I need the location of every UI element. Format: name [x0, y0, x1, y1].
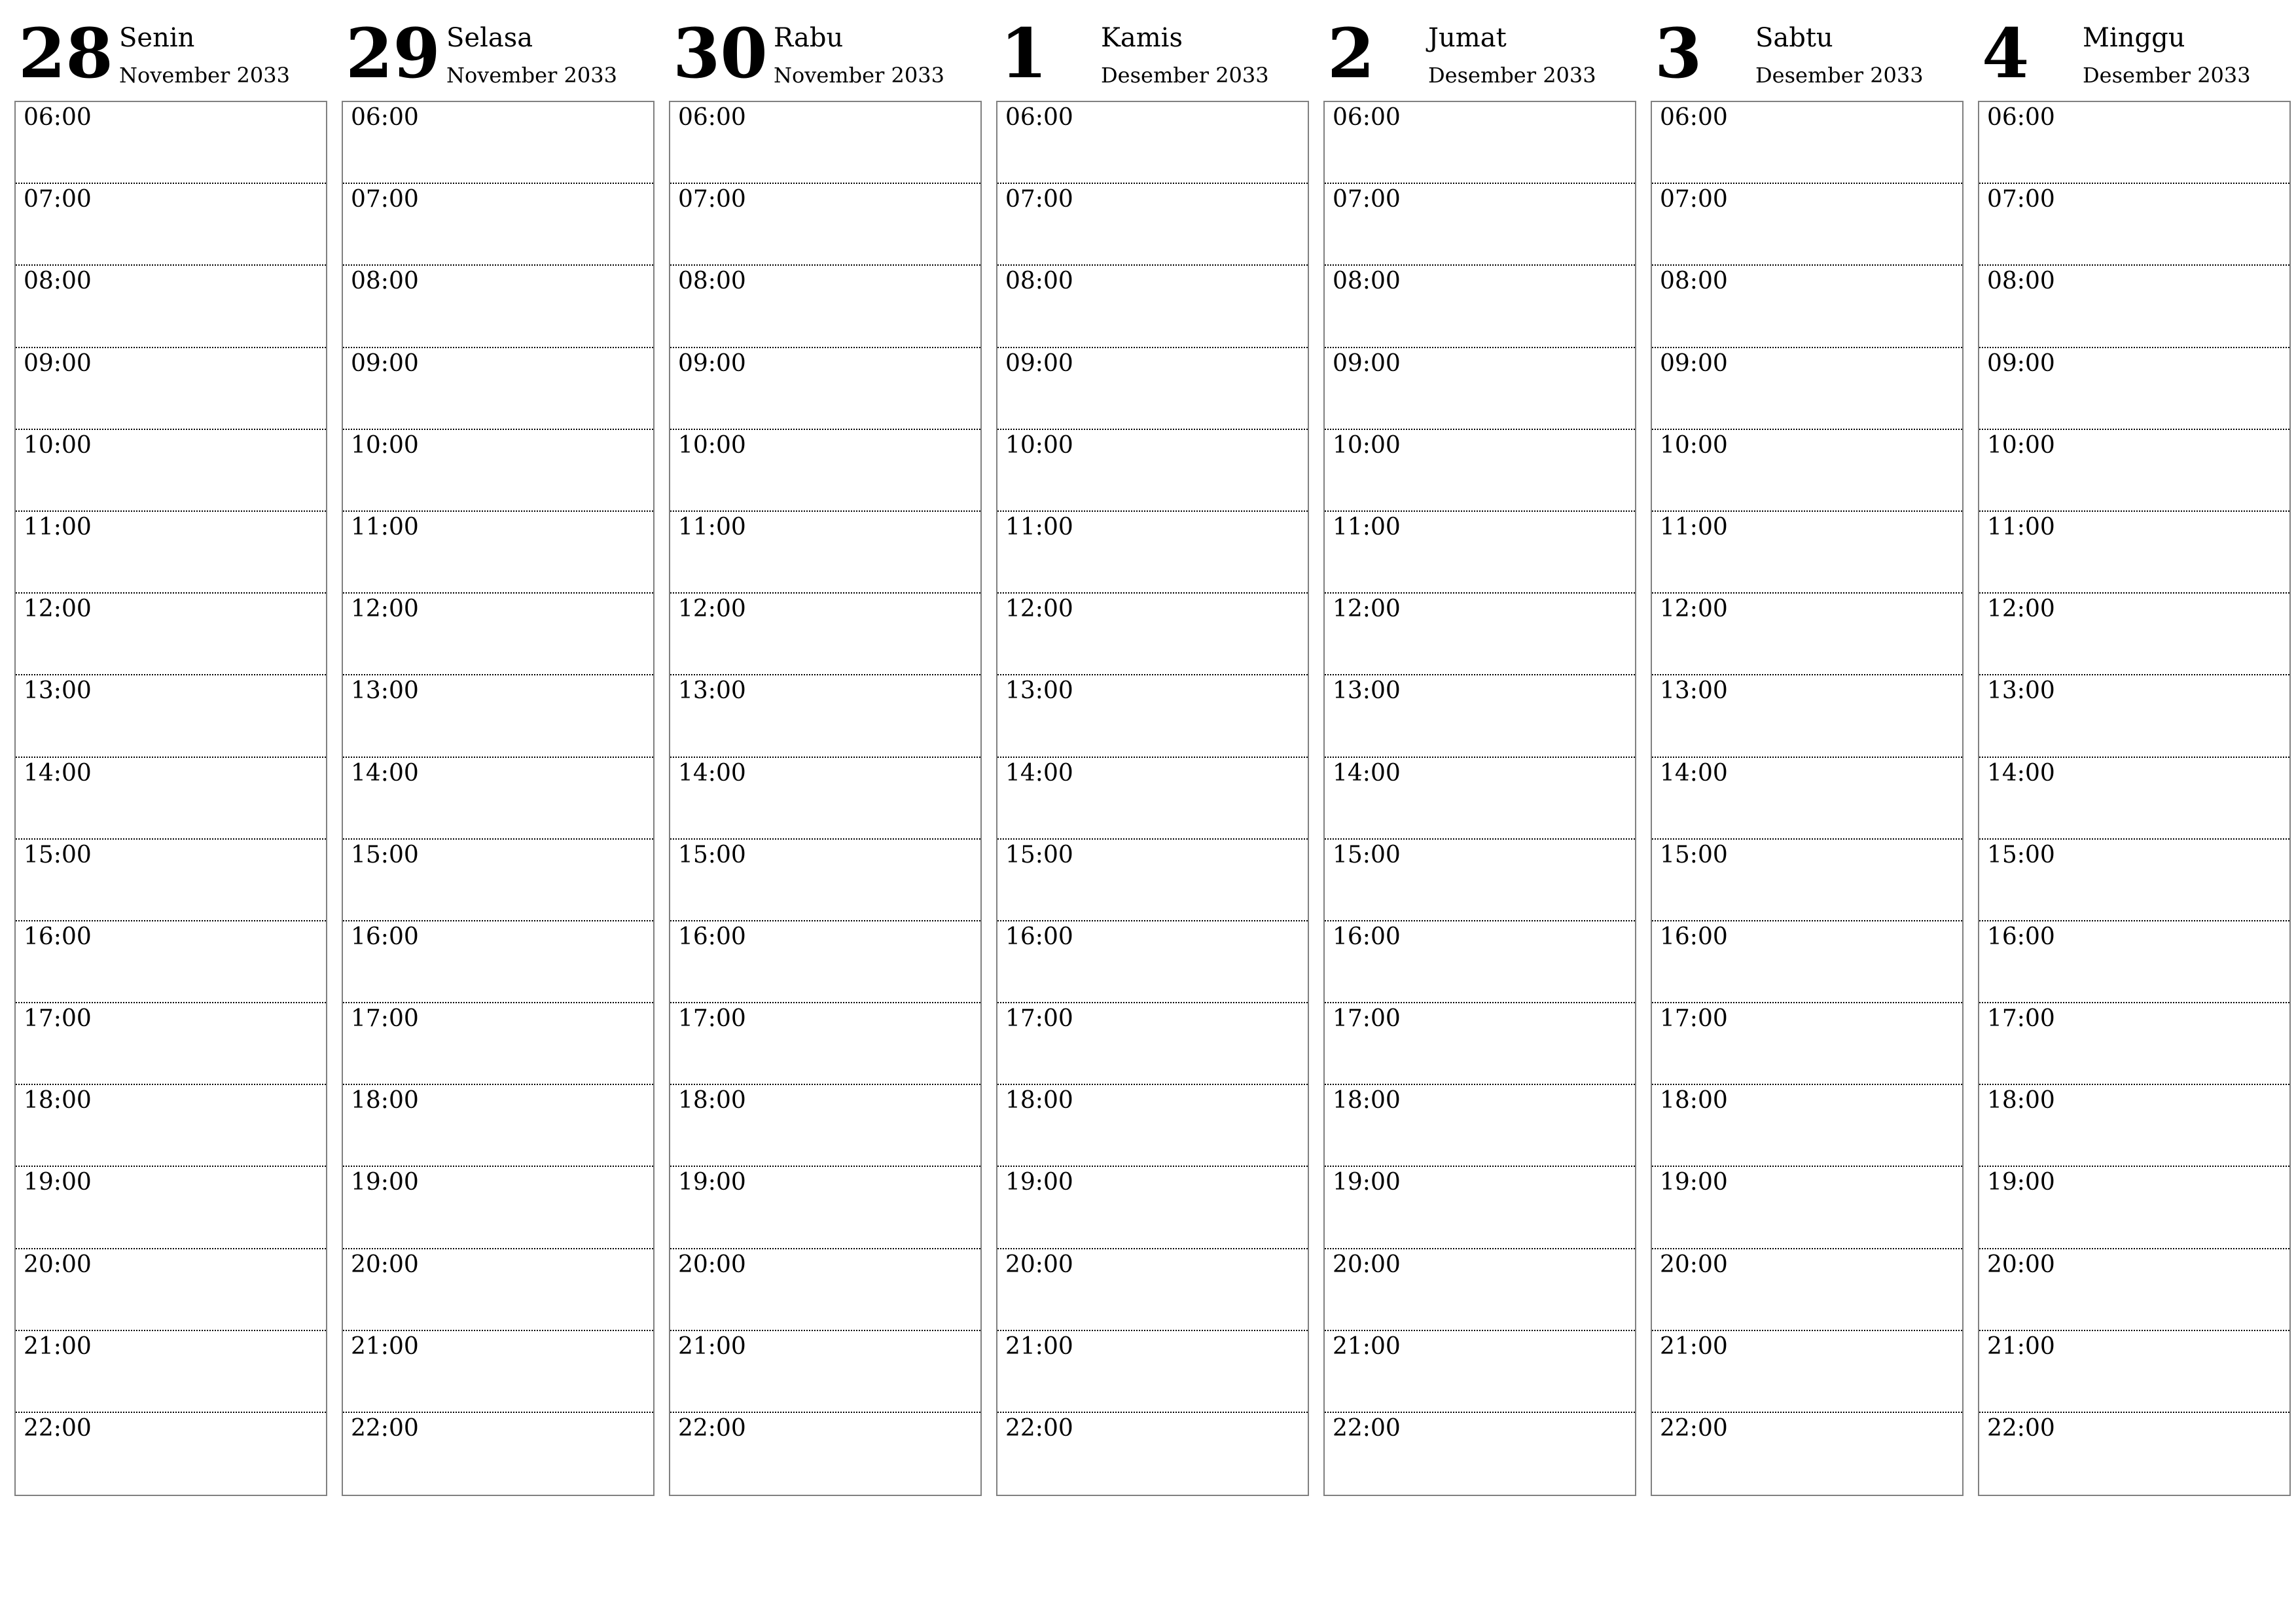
time-slot-label: 19:00	[351, 1169, 419, 1196]
time-slot[interactable]	[670, 184, 980, 266]
time-slot-label: 20:00	[351, 1251, 419, 1278]
time-slot-label: 14:00	[1005, 759, 1073, 787]
day-number: 2	[1327, 13, 1375, 94]
time-slot[interactable]	[1979, 512, 2289, 594]
time-slot-label: 18:00	[1660, 1087, 1728, 1115]
time-slot[interactable]	[997, 594, 1308, 675]
time-slot[interactable]	[670, 102, 980, 184]
time-slot-label: 16:00	[1660, 923, 1728, 950]
time-slot-label: 15:00	[1987, 841, 2055, 868]
day-month: Desember 2033	[2083, 63, 2251, 88]
day-number: 28	[18, 13, 113, 94]
time-slot[interactable]	[16, 1331, 326, 1413]
time-slot-label: 11:00	[1333, 513, 1401, 541]
time-slot-label: 22:00	[678, 1415, 746, 1442]
time-slot-label: 11:00	[1660, 513, 1728, 541]
weekly-planner	[14, 13, 2291, 1442]
time-slot[interactable]	[1652, 102, 1962, 184]
time-slot-label: 22:00	[1660, 1415, 1728, 1442]
time-slot-label: 14:00	[24, 759, 92, 787]
time-slot[interactable]	[343, 184, 653, 266]
time-slot[interactable]	[1979, 840, 2289, 921]
time-slot-label: 15:00	[1660, 841, 1728, 868]
time-slot[interactable]	[670, 594, 980, 675]
time-slot[interactable]	[16, 840, 326, 921]
time-slot-label: 07:00	[1005, 186, 1073, 213]
day-schedule-box	[1323, 101, 1636, 1496]
time-slot-label: 10:00	[351, 431, 419, 459]
day-schedule-box	[342, 101, 655, 1496]
day-column	[1978, 13, 2291, 1442]
time-slot-label: 08:00	[24, 268, 92, 295]
time-slot-label: 10:00	[1333, 431, 1401, 459]
time-slot[interactable]	[16, 1249, 326, 1331]
time-slot-label: 13:00	[678, 677, 746, 705]
day-number: 1	[1000, 13, 1048, 94]
time-slot-label: 08:00	[678, 268, 746, 295]
time-slot[interactable]	[1325, 675, 1635, 757]
day-header	[14, 13, 327, 99]
time-slot[interactable]	[343, 1167, 653, 1249]
time-slot-label: 20:00	[1005, 1251, 1073, 1278]
time-slot-label: 06:00	[1333, 104, 1401, 131]
time-slot[interactable]	[1652, 1413, 1962, 1495]
time-slot-label: 20:00	[24, 1251, 92, 1278]
time-slot[interactable]	[1979, 430, 2289, 512]
time-slot[interactable]	[1979, 266, 2289, 348]
time-slot[interactable]	[343, 1413, 653, 1495]
time-slot[interactable]	[343, 1085, 653, 1167]
time-slot[interactable]	[997, 758, 1308, 840]
time-slot-label: 21:00	[24, 1332, 92, 1360]
time-slot[interactable]	[1979, 1331, 2289, 1413]
time-slot[interactable]	[343, 1249, 653, 1331]
time-slot-label: 08:00	[351, 268, 419, 295]
time-slot-label: 07:00	[1660, 186, 1728, 213]
time-slot-label: 12:00	[24, 596, 92, 623]
time-slot[interactable]	[343, 102, 653, 184]
time-slot-label: 08:00	[1660, 268, 1728, 295]
day-column	[1651, 13, 1964, 1442]
time-slot[interactable]	[997, 430, 1308, 512]
time-slot[interactable]	[16, 1003, 326, 1085]
time-slot-label: 20:00	[1660, 1251, 1728, 1278]
time-slot-label: 13:00	[24, 677, 92, 705]
time-slot-label: 11:00	[678, 513, 746, 541]
time-slot-label: 18:00	[678, 1087, 746, 1115]
time-slot-label: 14:00	[351, 759, 419, 787]
day-header	[996, 13, 1309, 99]
time-slot-label: 20:00	[1987, 1251, 2055, 1278]
time-slot[interactable]	[670, 1167, 980, 1249]
time-slot[interactable]	[997, 512, 1308, 594]
time-slot[interactable]	[670, 1331, 980, 1413]
time-slot-label: 19:00	[1005, 1169, 1073, 1196]
day-header	[1978, 13, 2291, 99]
time-slot-label: 16:00	[24, 923, 92, 950]
time-slot-label: 14:00	[1333, 759, 1401, 787]
day-schedule-box	[669, 101, 982, 1496]
time-slot-label: 09:00	[351, 349, 419, 377]
day-month: Desember 2033	[1755, 63, 1924, 88]
time-slot[interactable]	[670, 758, 980, 840]
time-slot-label: 08:00	[1987, 268, 2055, 295]
time-slot[interactable]	[1652, 348, 1962, 430]
time-slot[interactable]	[1325, 102, 1635, 184]
time-slot[interactable]	[1652, 1085, 1962, 1167]
time-slot-label: 15:00	[678, 841, 746, 868]
time-slot[interactable]	[343, 675, 653, 757]
time-slot-label: 17:00	[1005, 1005, 1073, 1033]
time-slot-label: 12:00	[678, 596, 746, 623]
day-number: 29	[346, 13, 440, 94]
time-slot-label: 16:00	[1333, 923, 1401, 950]
time-slot-label: 08:00	[1333, 268, 1401, 295]
time-slot[interactable]	[997, 1249, 1308, 1331]
time-slot[interactable]	[1979, 184, 2289, 266]
day-name: Kamis	[1101, 23, 1183, 53]
time-slot[interactable]	[1979, 675, 2289, 757]
time-slot-label: 09:00	[1987, 349, 2055, 377]
time-slot-label: 18:00	[1005, 1087, 1073, 1115]
time-slot[interactable]	[997, 1331, 1308, 1413]
day-name: Sabtu	[1755, 23, 1833, 53]
time-slot-label: 14:00	[1660, 759, 1728, 787]
time-slot[interactable]	[1979, 1413, 2289, 1495]
time-slot-label: 16:00	[351, 923, 419, 950]
time-slot-label: 09:00	[1005, 349, 1073, 377]
time-slot[interactable]	[670, 1003, 980, 1085]
time-slot-label: 21:00	[1333, 1332, 1401, 1360]
time-slot[interactable]	[16, 348, 326, 430]
time-slot[interactable]	[343, 512, 653, 594]
time-slot[interactable]	[1652, 1167, 1962, 1249]
time-slot-label: 15:00	[351, 841, 419, 868]
time-slot[interactable]	[343, 266, 653, 348]
time-slot[interactable]	[1325, 1167, 1635, 1249]
day-schedule-box	[1978, 101, 2291, 1496]
time-slot-label: 17:00	[1333, 1005, 1401, 1033]
time-slot[interactable]	[16, 758, 326, 840]
day-number: 4	[1982, 13, 2030, 94]
day-number: 30	[673, 13, 768, 94]
time-slot[interactable]	[1325, 921, 1635, 1003]
time-slot[interactable]	[670, 348, 980, 430]
day-month: Desember 2033	[1428, 63, 1596, 88]
time-slot[interactable]	[1325, 758, 1635, 840]
time-slot[interactable]	[670, 840, 980, 921]
time-slot-label: 15:00	[24, 841, 92, 868]
time-slot-label: 11:00	[24, 513, 92, 541]
time-slot-label: 19:00	[24, 1169, 92, 1196]
time-slot[interactable]	[1325, 1413, 1635, 1495]
time-slot-label: 06:00	[1987, 104, 2055, 131]
day-month: November 2033	[119, 63, 290, 88]
time-slot-label: 09:00	[678, 349, 746, 377]
day-name: Rabu	[774, 23, 844, 53]
time-slot[interactable]	[1979, 921, 2289, 1003]
time-slot[interactable]	[997, 184, 1308, 266]
time-slot[interactable]	[670, 1085, 980, 1167]
time-slot[interactable]	[343, 1003, 653, 1085]
time-slot[interactable]	[1652, 512, 1962, 594]
time-slot-label: 17:00	[351, 1005, 419, 1033]
time-slot-label: 10:00	[1987, 431, 2055, 459]
day-name: Jumat	[1428, 23, 1507, 53]
time-slot[interactable]	[16, 512, 326, 594]
day-schedule-box	[1651, 101, 1964, 1496]
time-slot[interactable]	[997, 348, 1308, 430]
day-header	[1323, 13, 1636, 99]
time-slot-label: 08:00	[1005, 268, 1073, 295]
time-slot-label: 19:00	[1987, 1169, 2055, 1196]
time-slot[interactable]	[1979, 1249, 2289, 1331]
time-slot-label: 07:00	[351, 186, 419, 213]
time-slot[interactable]	[16, 1085, 326, 1167]
time-slot-label: 16:00	[1987, 923, 2055, 950]
day-schedule-box	[14, 101, 327, 1496]
day-month: November 2033	[446, 63, 617, 88]
time-slot[interactable]	[343, 840, 653, 921]
time-slot[interactable]	[1652, 594, 1962, 675]
time-slot[interactable]	[1325, 348, 1635, 430]
time-slot-label: 12:00	[1005, 596, 1073, 623]
time-slot[interactable]	[1652, 184, 1962, 266]
time-slot-label: 12:00	[1987, 596, 2055, 623]
time-slot[interactable]	[16, 184, 326, 266]
time-slot[interactable]	[997, 1085, 1308, 1167]
time-slot-label: 06:00	[351, 104, 419, 131]
time-slot[interactable]	[997, 921, 1308, 1003]
time-slot[interactable]	[343, 1331, 653, 1413]
time-slot[interactable]	[343, 430, 653, 512]
time-slot[interactable]	[16, 102, 326, 184]
time-slot[interactable]	[1652, 266, 1962, 348]
time-slot[interactable]	[1652, 758, 1962, 840]
time-slot-label: 13:00	[1333, 677, 1401, 705]
time-slot-label: 12:00	[1660, 596, 1728, 623]
time-slot[interactable]	[670, 430, 980, 512]
time-slot[interactable]	[670, 921, 980, 1003]
time-slot[interactable]	[670, 512, 980, 594]
time-slot-label: 07:00	[1333, 186, 1401, 213]
time-slot-label: 12:00	[351, 596, 419, 623]
time-slot[interactable]	[1979, 594, 2289, 675]
time-slot[interactable]	[1652, 1249, 1962, 1331]
day-month: November 2033	[774, 63, 944, 88]
time-slot-label: 21:00	[1660, 1332, 1728, 1360]
time-slot-label: 21:00	[678, 1332, 746, 1360]
time-slot-label: 06:00	[678, 104, 746, 131]
time-slot[interactable]	[16, 1413, 326, 1495]
time-slot[interactable]	[1979, 1167, 2289, 1249]
time-slot-label: 22:00	[1005, 1415, 1073, 1442]
time-slot-label: 20:00	[678, 1251, 746, 1278]
day-schedule-box	[996, 101, 1309, 1496]
time-slot[interactable]	[1652, 921, 1962, 1003]
time-slot-label: 13:00	[1987, 677, 2055, 705]
time-slot-label: 17:00	[1660, 1005, 1728, 1033]
time-slot-label: 09:00	[1660, 349, 1728, 377]
time-slot[interactable]	[343, 348, 653, 430]
time-slot[interactable]	[1652, 675, 1962, 757]
day-column	[342, 13, 655, 1442]
time-slot[interactable]	[1325, 1085, 1635, 1167]
time-slot-label: 10:00	[24, 431, 92, 459]
day-name: Minggu	[2083, 23, 2185, 53]
time-slot[interactable]	[16, 1167, 326, 1249]
time-slot-label: 07:00	[678, 186, 746, 213]
day-column	[1323, 13, 1636, 1442]
time-slot[interactable]	[1325, 1331, 1635, 1413]
day-number: 3	[1655, 13, 1702, 94]
time-slot[interactable]	[1325, 1003, 1635, 1085]
time-slot[interactable]	[1652, 1003, 1962, 1085]
day-column	[996, 13, 1309, 1442]
time-slot[interactable]	[1979, 1003, 2289, 1085]
time-slot-label: 20:00	[1333, 1251, 1401, 1278]
time-slot[interactable]	[1325, 266, 1635, 348]
time-slot[interactable]	[1325, 184, 1635, 266]
time-slot[interactable]	[1979, 348, 2289, 430]
time-slot-label: 19:00	[1660, 1169, 1728, 1196]
time-slot-label: 10:00	[1660, 431, 1728, 459]
time-slot[interactable]	[343, 921, 653, 1003]
time-slot-label: 11:00	[1005, 513, 1073, 541]
day-header	[342, 13, 655, 99]
time-slot-label: 21:00	[351, 1332, 419, 1360]
time-slot-label: 22:00	[24, 1415, 92, 1442]
time-slot[interactable]	[16, 675, 326, 757]
time-slot[interactable]	[343, 594, 653, 675]
time-slot-label: 06:00	[1005, 104, 1073, 131]
day-header	[669, 13, 982, 99]
day-month: Desember 2033	[1101, 63, 1269, 88]
time-slot-label: 16:00	[1005, 923, 1073, 950]
time-slot-label: 10:00	[678, 431, 746, 459]
time-slot-label: 22:00	[351, 1415, 419, 1442]
time-slot-label: 18:00	[1987, 1087, 2055, 1115]
time-slot[interactable]	[16, 921, 326, 1003]
time-slot[interactable]	[1652, 1331, 1962, 1413]
time-slot-label: 17:00	[678, 1005, 746, 1033]
time-slot[interactable]	[16, 266, 326, 348]
time-slot-label: 19:00	[1333, 1169, 1401, 1196]
time-slot-label: 11:00	[351, 513, 419, 541]
time-slot[interactable]	[1325, 840, 1635, 921]
day-name: Selasa	[446, 23, 533, 53]
day-header	[1651, 13, 1964, 99]
time-slot[interactable]	[16, 430, 326, 512]
time-slot-label: 13:00	[1005, 677, 1073, 705]
time-slot-label: 16:00	[678, 923, 746, 950]
time-slot[interactable]	[997, 840, 1308, 921]
time-slot-label: 14:00	[678, 759, 746, 787]
time-slot[interactable]	[997, 675, 1308, 757]
time-slot[interactable]	[1652, 840, 1962, 921]
time-slot-label: 18:00	[1333, 1087, 1401, 1115]
time-slot[interactable]	[343, 758, 653, 840]
time-slot-label: 17:00	[1987, 1005, 2055, 1033]
time-slot[interactable]	[670, 675, 980, 757]
time-slot[interactable]	[997, 266, 1308, 348]
time-slot-label: 17:00	[24, 1005, 92, 1033]
time-slot-label: 07:00	[1987, 186, 2055, 213]
time-slot[interactable]	[997, 102, 1308, 184]
time-slot-label: 10:00	[1005, 431, 1073, 459]
time-slot-label: 06:00	[24, 104, 92, 131]
time-slot[interactable]	[997, 1003, 1308, 1085]
time-slot[interactable]	[1325, 1249, 1635, 1331]
time-slot-label: 15:00	[1005, 841, 1073, 868]
time-slot-label: 13:00	[1660, 677, 1728, 705]
time-slot[interactable]	[670, 1413, 980, 1495]
time-slot-label: 09:00	[1333, 349, 1401, 377]
time-slot-label: 13:00	[351, 677, 419, 705]
time-slot[interactable]	[16, 594, 326, 675]
time-slot-label: 18:00	[24, 1087, 92, 1115]
time-slot[interactable]	[1325, 512, 1635, 594]
time-slot-label: 22:00	[1987, 1415, 2055, 1442]
time-slot[interactable]	[1652, 430, 1962, 512]
day-name: Senin	[119, 23, 195, 53]
day-column	[14, 13, 327, 1442]
time-slot-label: 11:00	[1987, 513, 2055, 541]
time-slot[interactable]	[1979, 102, 2289, 184]
time-slot-label: 19:00	[678, 1169, 746, 1196]
time-slot-label: 07:00	[24, 186, 92, 213]
time-slot-label: 09:00	[24, 349, 92, 377]
time-slot-label: 12:00	[1333, 596, 1401, 623]
time-slot-label: 21:00	[1005, 1332, 1073, 1360]
time-slot[interactable]	[670, 1249, 980, 1331]
time-slot-label: 15:00	[1333, 841, 1401, 868]
time-slot[interactable]	[670, 266, 980, 348]
time-slot-label: 18:00	[351, 1087, 419, 1115]
time-slot[interactable]	[1325, 594, 1635, 675]
day-column	[669, 13, 982, 1442]
time-slot[interactable]	[997, 1167, 1308, 1249]
time-slot[interactable]	[997, 1413, 1308, 1495]
time-slot-label: 14:00	[1987, 759, 2055, 787]
time-slot-label: 21:00	[1987, 1332, 2055, 1360]
time-slot-label: 22:00	[1333, 1415, 1401, 1442]
time-slot[interactable]	[1979, 758, 2289, 840]
time-slot[interactable]	[1325, 430, 1635, 512]
time-slot[interactable]	[1979, 1085, 2289, 1167]
time-slot-label: 06:00	[1660, 104, 1728, 131]
